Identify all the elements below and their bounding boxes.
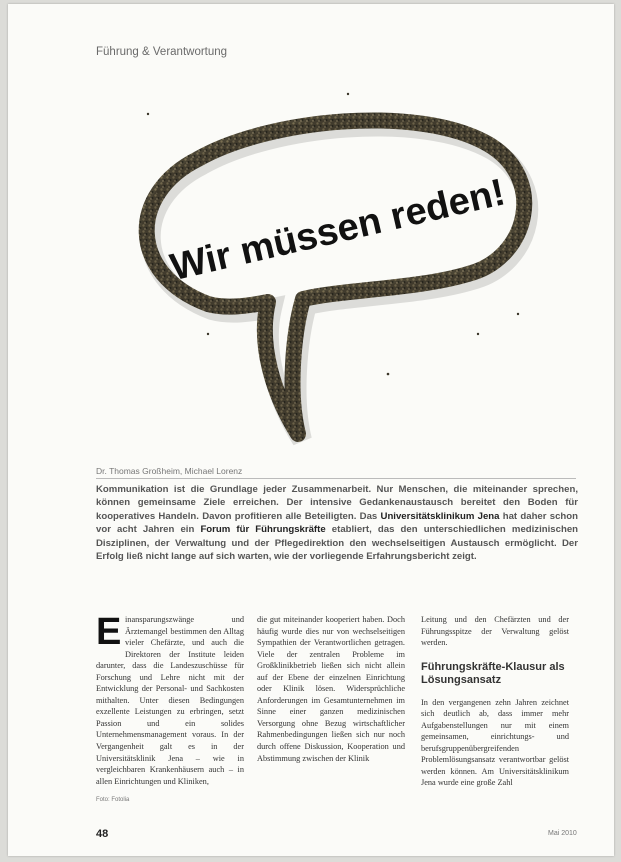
body-column-1 [96, 611, 244, 787]
page-number: 48 [96, 828, 109, 840]
column-3-intro: Leitung und den Chefärzten und der Führungsspitze der Verwaltung gelöst werden. [421, 615, 569, 648]
column-3-text: In den vergangenen zehn Jahren zeichnet sich deutlich ab, dass immer mehr Aufgabenstellungen nur mit einem gemeinsamen, einrichtungs- und berufsgruppenübergreifenden Problemlösungsansatz verantwortbar gelöst werden können. Am Universitätsklinikum Jena wurde eine große Zahl [421, 697, 569, 788]
drop-cap: E [96, 611, 122, 653]
body-column-2 [257, 614, 405, 764]
author-byline: Dr. Thomas Großheim, Michael Lorenz [96, 466, 243, 476]
lead-text-2: hat daher schon vor acht Jahren ein [96, 510, 578, 536]
body-column-3 [421, 614, 569, 789]
byline-divider [96, 478, 576, 479]
section-subheading: Führungskräfte-Klausur als Lösungsansatz [421, 660, 565, 686]
column-1-text: inansparungszwänge und Ärztemangel bestimmen den Alltag vieler Chefärzte, und auch die Direktoren der Institute leiden darunter, dass die Landeszuschüsse für Forschung und Lehre nicht mit der Entwicklung der Personal- und Sachkosten mithalten. Unter diesen Bedingungen exzellente Leistungen zu erbringen, setzt Passion und ein solides Unternehmensmanagement voraus. In der Vergangenheit galt es in der Universitätsklinik Jena – wie in vergleichbaren Krankenhäusern auch – in allen Einrichtungen und Kliniken, [96, 615, 244, 786]
article-lead [96, 483, 578, 563]
photo-caption: Foto: Fotolia [96, 797, 130, 803]
lead-text-1: Kommunikation ist die Grundlage jeder Zusammenarbeit. Nur Menschen, die miteinander sprechen, können gemeinsame Ziele erreichen. Der intensive Gedankenaustausch bereitet den Boden für kooperatives Handeln. Davon profitieren alle Beteiligten. Das [96, 484, 578, 522]
column-2-text: die gut miteinander kooperiert haben. Doch häufig wurde dies nur von wechselseitigen Sympathien der Verantwortlichen getragen. Viele der zentralen Probleme im Großklinikbetrieb ließen sich nicht allein auf der Ebene der einzelnen Einrichtung oder Klinik lösen. Widersprüchliche Anforderungen im Gesamtunternehmen im Sinne einer ganzen medizinischen Versorgung ohne Bezug wirtschaftlicher Rahmenbedingungen ließen sich nur noch durch offene Diskussion, Kooperation und Abstimmung zwischen der Klinik [257, 615, 405, 763]
lead-accent-forum: Forum für Führungskräfte [200, 524, 326, 536]
section-rubric: Führung & Verantwortung [96, 46, 228, 58]
lead-accent-clinic: Universitätsklinikum Jena [380, 510, 500, 522]
issue-date: Mai 2010 [548, 830, 577, 837]
speech-bubble-illustration [88, 74, 568, 454]
headline: Wir müssen reden! [166, 171, 509, 290]
magazine-page [8, 4, 614, 856]
lead-text-3: etabliert, das den unterschiedlichen medizinischen Disziplinen, der Verwaltung und der Pflegedirektion den wechselseitigen Austausch ermöglicht. Der Erfolg ließ nicht lange auf sich warten, wie der vorliegende Erfahrungsbericht zeigt. [96, 524, 579, 563]
